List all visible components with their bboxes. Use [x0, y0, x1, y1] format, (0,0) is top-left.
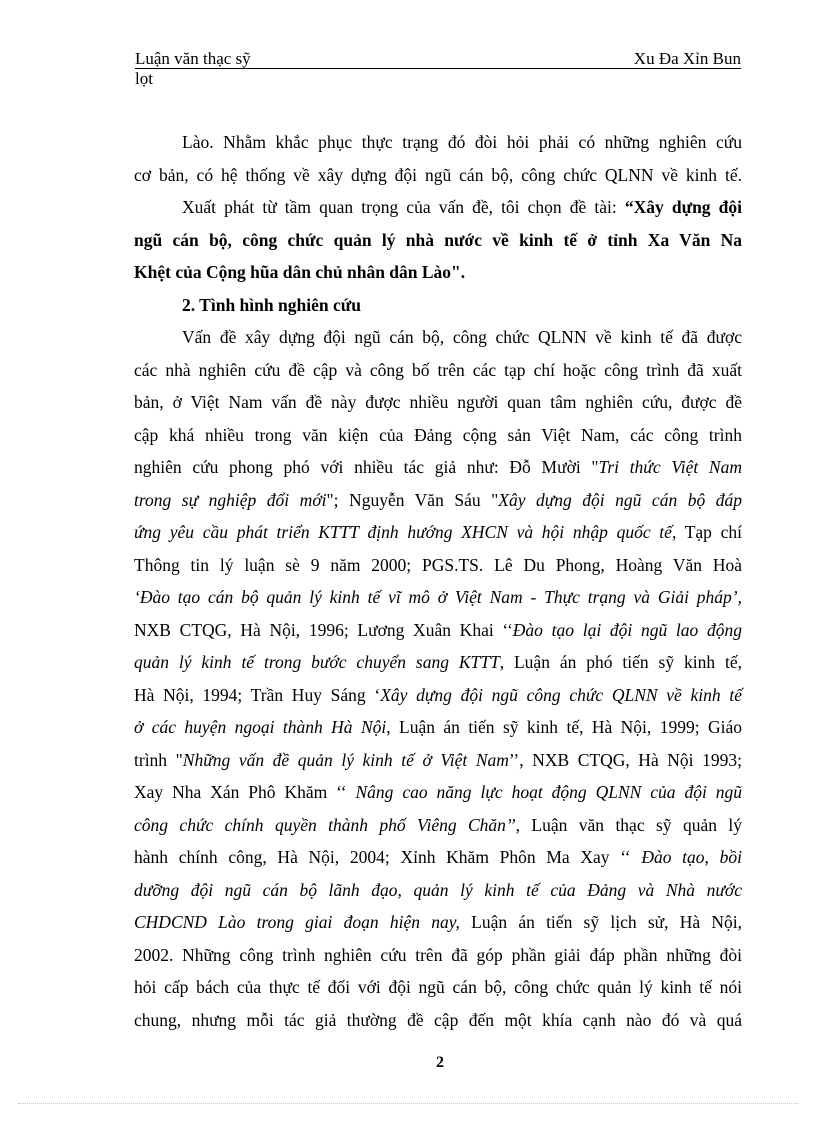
- body-line: CHDCND Lào trong giai đoạn hiện nay, Luận án tiến sỹ lịch sử, Hà Nội,: [134, 912, 743, 932]
- thesis-title: “Xây dựng đội: [624, 197, 742, 217]
- body-line: ở các huyện ngoại thành Hà Nội, Luận án tiến sỹ kinh tế, Hà Nội, 1999; Giáo: [134, 717, 742, 737]
- body-line: nghiên cứu phong phó với nhiều tác giả như: Đỗ Mười "Tri thức Việt Nam: [134, 457, 742, 477]
- body-line: NXB CTQG, Hà Nội, 1996; Lương Xuân Khai ‘‘Đào tạo lại đội ngũ lao động: [134, 619, 743, 640]
- header-thesis-type-cont: lọt: [135, 69, 153, 88]
- body-line: ‘Đào tạo cán bộ quản lý kinh tế vĩ mô ở Việt Nam - Thực trạng và Giải pháp’,: [134, 587, 742, 607]
- body-line: Vấn đề xây dựng đội ngũ cán bộ, công chức QLNN về kinh tế đã được: [182, 327, 742, 347]
- body-line: Xay Nha Xán Phô Khăm ‘‘ Nâng cao năng lực hoạt động QLNN của đội ngũ: [134, 782, 742, 802]
- header-rule: [135, 68, 741, 69]
- page-number: 2: [436, 1054, 444, 1071]
- body-line: [134, 224, 742, 257]
- header-thesis-type: Luận văn thạc sỹ: [135, 49, 251, 68]
- thesis-title: Khệt của Cộng hũa dân chủ nhân dân Lào".: [134, 262, 466, 282]
- body-line: ứng yêu cầu phát triển KTTT định hướng XHCN và hội nhập quốc tế, Tạp chí: [134, 522, 742, 542]
- body-line: quản lý kinh tế trong bước chuyển sang KTTT, Luận án phó tiến sỹ kinh tế,: [134, 652, 742, 672]
- page-header: [135, 49, 741, 89]
- body-line: [134, 256, 742, 289]
- page-footer-divider: [18, 1103, 798, 1104]
- body-line: dưỡng đội ngũ cán bộ lãnh đạo, quản lý kinh tế của Đảng và Nhà nước: [134, 879, 742, 900]
- body-line: hỏi cấp bách của thực tế đối với đội ngũ cán bộ, công chức quản lý kinh tế nói: [134, 977, 742, 997]
- body-line: các nhà nghiên cứu đề cập và công bố trên các tạp chí hoặc công trình đã xuất: [134, 359, 742, 380]
- document-body: [134, 126, 742, 1036]
- body-line: Thông tin lý luận sè 9 năm 2000; PGS.TS. Lê Du Phong, Hoàng Văn Hoà: [134, 554, 742, 575]
- body-line: trong sự nghiệp đổi mới"; Nguyễn Văn Sáu "Xây dựng đội ngũ cán bộ đáp: [134, 489, 742, 510]
- body-line: hành chính công, Hà Nội, 2004; Xỉnh Khăm Phôn Ma Xay ‘‘ Đào tạo, bồi: [134, 847, 742, 867]
- body-line: 2002. Những công trình nghiên cứu trên đã góp phần giải đáp phần những đòi: [134, 944, 742, 965]
- header-author: Xu Đa Xỉn Bun: [633, 49, 741, 68]
- body-line: Xuất phát từ tầm quan trọng của vấn đề, tôi chọn đề tài: “Xây dựng đội: [182, 197, 742, 217]
- body-line: công chức chính quyền thành phố Viêng Chăn’’, Luận văn thạc sỹ quản lý: [134, 814, 742, 835]
- thesis-title: ngũ cán bộ, công chức quản lý nhà nước về kinh tế ở tỉnh Xa Văn Na: [134, 229, 742, 250]
- section-heading: 2. Tình hình nghiên cứu: [182, 294, 361, 315]
- body-line: trình "Những vấn đề quản lý kinh tế ở Việt Nam’’, NXB CTQG, Hà Nội 1993;: [134, 749, 742, 770]
- body-line: cơ bản, có hệ thống về xây dựng đội ngũ cán bộ, công chức QLNN về kinh tế.: [134, 164, 742, 185]
- body-line: Hà Nội, 1994; Trần Huy Sáng ‘Xây dựng đội ngũ công chức QLNN về kinh tế: [134, 684, 742, 705]
- body-line: cập khá nhiều trong văn kiện của Đảng cộng sản Việt Nam, các công trình: [134, 424, 742, 445]
- body-line: Lào. Nhằm khắc phục thực trạng đó đòi hỏi phải có những nghiên cứu: [182, 132, 742, 152]
- body-line: bản, ở Việt Nam vấn đề này được nhiều người quan tâm nghiên cứu, được đề: [134, 392, 742, 412]
- body-line: chung, nhưng mỗi tác giả thường đề cập đến một khía cạnh nào đó và quá: [134, 1009, 742, 1030]
